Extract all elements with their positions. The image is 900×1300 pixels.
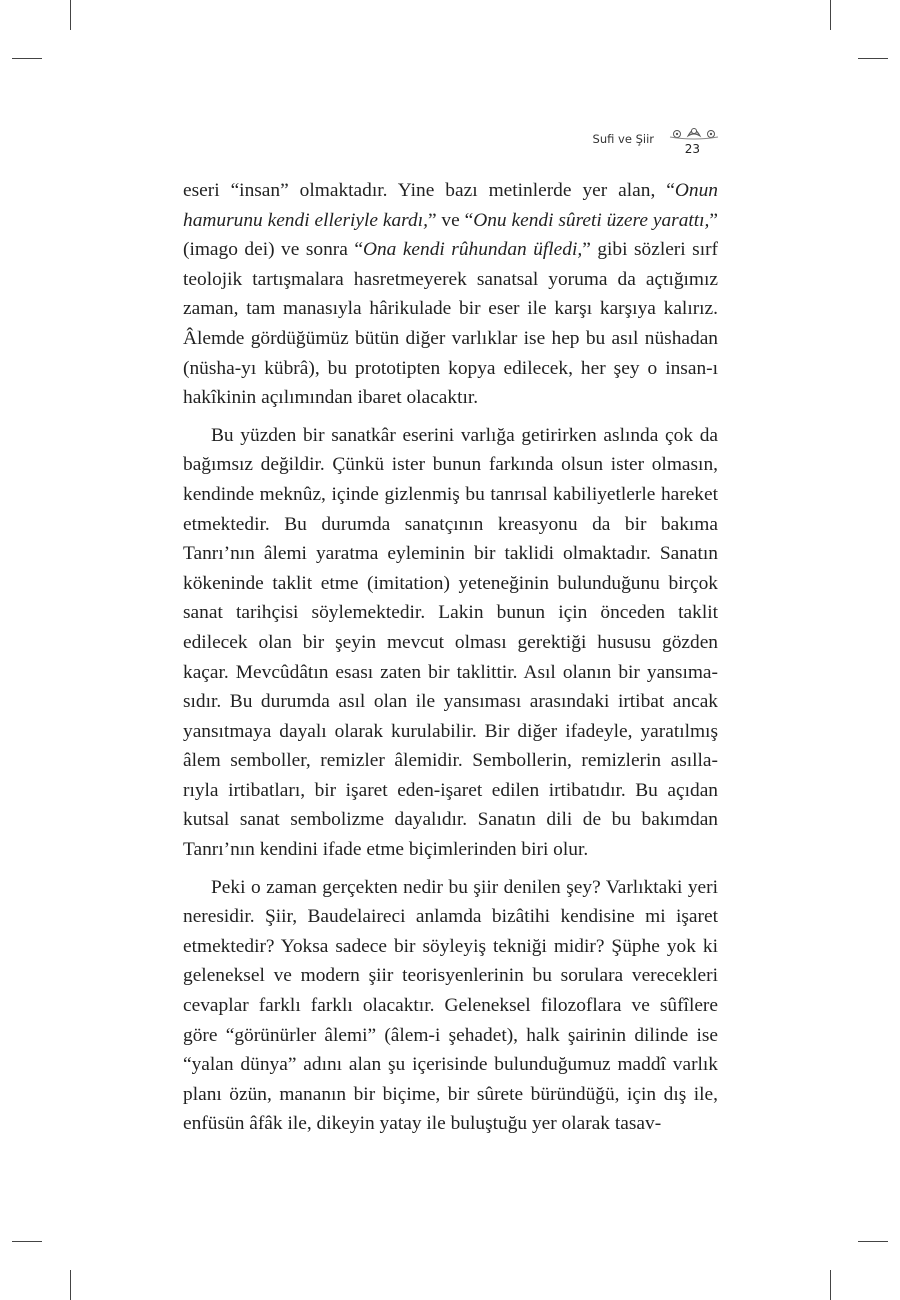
running-head-title: Sufi ve Şiir [592,132,654,146]
text-run: eseri “insan” olmaktadır. Yine bazı metinlerde yer alan, “ [183,180,675,201]
crop-mark-bottom-right-h [858,1241,888,1242]
crop-mark-bottom-left [70,1270,71,1300]
text-run: Peki o zaman gerçekten nedir bu şiir denilen şey? Varlıktaki yeri neresidir. Şiir, Baudelaireci anlamda bizâtihi kendisine mi işaret etmektedir? Yoksa sadece bir söyleyiş tekniği midir? Şüphe yok ki geleneksel ve modern şiir teorisyenlerinin bu sorulara verecekleri cevaplar farklı farklı olacaktır. Geleneksel filozoflara ve sûfîlere göre “görünürler âlemi” (âlem-i şehadet), halk şairinin dilinde ise “yalan dünya” adını alan şu içerisinde bulunduğumuz maddî varlık planı özün, mananın bir biçime, bir sûrete büründüğü, için dış ile, enfüsün âfâk ile, dikeyin yatay ile buluştuğu yer olarak tasav- [183,876,718,1135]
crop-mark-top-left-h [12,58,42,59]
text-run: ” gibi sözleri sırf teolojik tartışmalara hasretmeyerek sanatsal yoruma da açtığımız zaman, tam manasıyla hârikulade bir eser ile karşı karşıya kalırız. Âlemde gördüğümüz bütün diğer varlıklar ise hep bu asıl nüshadan (nüsha-yı kübrâ), bu prototipten kopya edilecek, her şey o insan-ı hakîkinin açılımından ibaret olacaktır. [183,239,718,409]
paragraph-2 [183,421,718,865]
crop-mark-bottom-right [830,1270,831,1300]
crop-mark-top-left [70,0,71,30]
crop-mark-bottom-left-h [12,1241,42,1242]
floral-ornament-icon [668,122,720,142]
body-text [183,176,718,1147]
italic-quote: Onun hamurunu kendi elleriyle kardı, [183,180,718,231]
crop-mark-top-right [830,0,831,30]
text-run: ” ve “ [427,209,474,231]
italic-quote: Onu kendi sûreti üzere yarattı, [473,209,710,231]
running-head [560,122,720,158]
page-number: 23 [684,142,700,156]
text-run: ” (imago dei) ve sonra “ [183,209,719,261]
italic-quote: Ona kendi rûhundan üfledi, [362,239,583,261]
crop-mark-top-right-h [858,58,888,59]
paragraph-1 [183,176,718,413]
text-run: Bu yüzden bir sanatkâr eserini varlığa getirirken aslında çok da bağımsız değildir. Çünkü ister bunun farkında olsun ister olmasın, kendinde meknûz, içinde gizlenmiş bu tanrısal kabiliyetlerle hareket etmektedir. Bu durumda sanatçının kreasyonu da bir bakıma Tanrı’nın âlemi yaratma eyleminin bir taklidi olmaktadır. Sanatın kökeninde taklit etme (imitation) yeteneğinin bulunduğunu birçok sanat tarihçisi söylemektedir. Lakin bunun için önceden taklit edilecek olan bir şeyin mevcut olması gerektiği hususu gözden kaçar. Mevcûdâtın esası zaten bir taklittir. Asıl olanın bir yansımasıdır. Bu durumda asıl olan ile yansıması arasındaki irtibat ancak yansıtmaya dayalı olarak kurulabilir. Bir diğer ifadeyle, yaratılmış âlem semboller, remizler âlemidir. Sembollerin, remizlerin asıllarıyla irtibatları, bir işaret eden-işaret edilen irtibatıdır. Bu açıdan kutsal sanat sembolizme dayalıdır. Sanatın dili de bu bakımdan Tanrı’nın kendini ifade etme biçimlerinden biri olur. [183,424,718,861]
paragraph-3 [183,873,718,1139]
